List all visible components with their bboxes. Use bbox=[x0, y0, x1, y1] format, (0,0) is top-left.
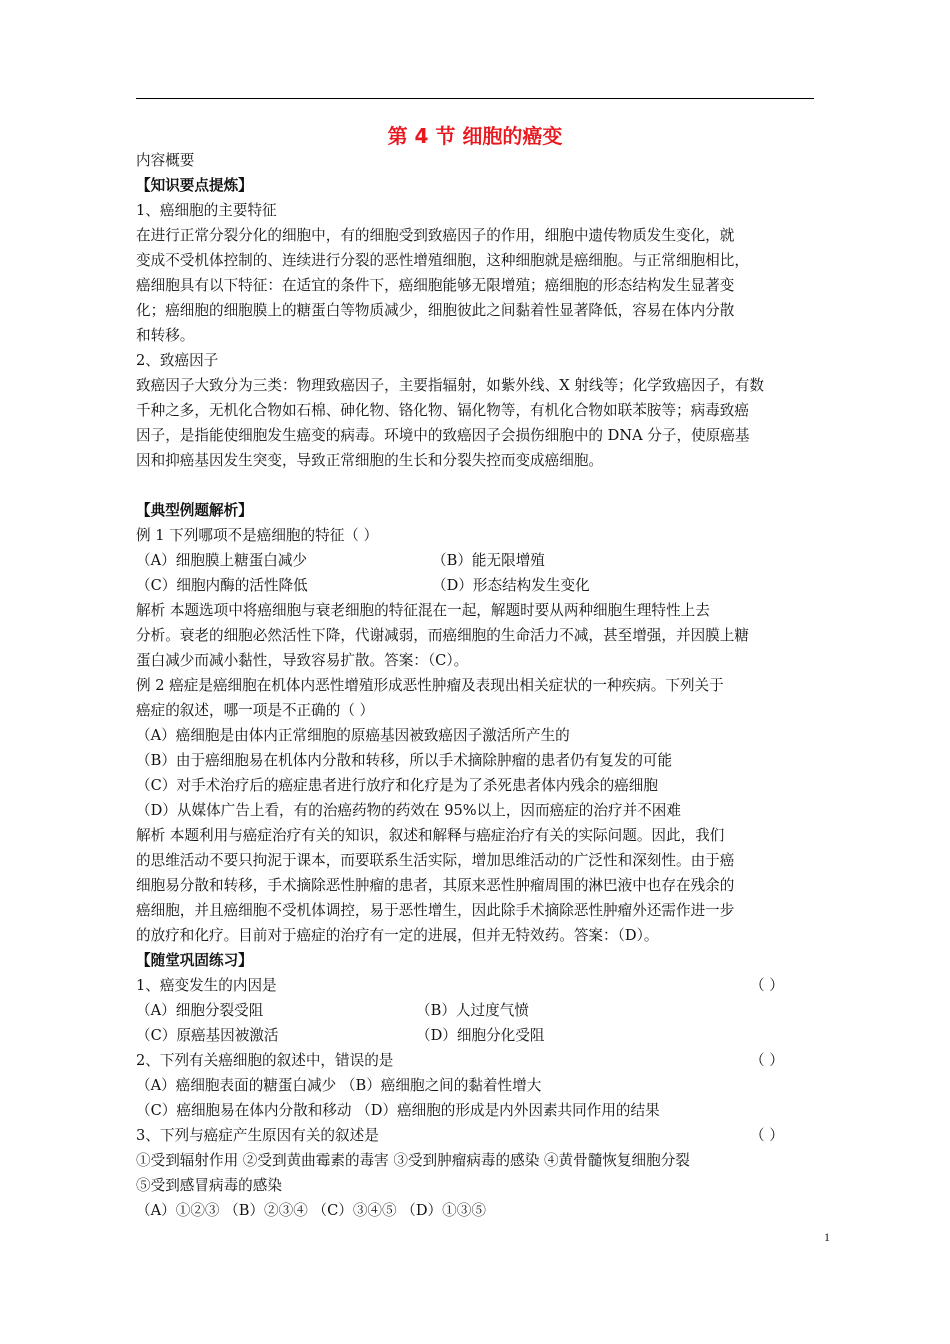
option: （D）细胞分化受阻 bbox=[416, 1027, 545, 1044]
example-2-analysis-line: 细胞易分散和转移，手术摘除恶性肿瘤的患者，其原来恶性肿瘤周围的淋巴液中也存在残余的 bbox=[136, 877, 735, 894]
section-1-title: 1、癌细胞的主要特征 bbox=[136, 202, 277, 219]
section-2-line: 千种之多，无机化合物如石棉、砷化物、铬化物、镉化物等，有机化合物如联苯胺等；病毒致癌 bbox=[136, 402, 749, 419]
example-2-analysis-line: 解析 本题利用与癌症治疗有关的知识，叙述和解释与癌症治疗有关的实际问题。因此，我们 bbox=[136, 827, 725, 844]
example-2-analysis-line: 癌细胞，并且癌细胞不受机体调控，易于恶性增生，因此除手术摘除恶性肿瘤外还需作进一步 bbox=[136, 902, 735, 919]
intro-label: 内容概要 bbox=[136, 152, 195, 169]
examples-heading: 【典型例题解析】 bbox=[136, 502, 253, 519]
knowledge-heading: 【知识要点提炼】 bbox=[136, 177, 253, 194]
example-2-stem-line: 癌症的叙述，哪一项是不正确的（ ） bbox=[136, 702, 375, 719]
blank-gap bbox=[136, 473, 814, 498]
option: （A）细胞分裂受阻 bbox=[136, 1002, 264, 1019]
practice-heading: 【随堂巩固练习】 bbox=[136, 952, 253, 969]
document-body bbox=[136, 148, 814, 1223]
example-1-stem: 例 1 下列哪项不是癌细胞的特征（ ） bbox=[136, 527, 379, 544]
question-1-options-row bbox=[136, 1023, 814, 1048]
question-2-option-row: （C）癌细胞易在体内分散和移动 （D）癌细胞的形成是内外因素共同作用的结果 bbox=[136, 1102, 660, 1119]
question-2-stem-row bbox=[136, 1048, 814, 1073]
option: （B）人过度气愤 bbox=[416, 1002, 529, 1019]
example-1-analysis-line: 蛋白减少而减小黏性，导致容易扩散。答案：（C）。 bbox=[136, 652, 469, 669]
example-2-option: （C）对手术治疗后的癌症患者进行放疗和化疗是为了杀死患者体内残余的癌细胞 bbox=[136, 777, 658, 794]
example-1-analysis-line: 分析。衰老的细胞必然活性下降，代谢减弱，而癌细胞的生命活力不减，甚至增强，并因膜上糖 bbox=[136, 627, 749, 644]
option: （B）能无限增殖 bbox=[432, 552, 545, 569]
example-2-analysis-line: 的放疗和化疗。目前对于癌症的治疗有一定的进展，但并无特效药。答案：（D）。 bbox=[136, 927, 659, 944]
section-2-title: 2、致癌因子 bbox=[136, 352, 219, 369]
question-1-options-row bbox=[136, 998, 814, 1023]
option: （C）原癌基因被激活 bbox=[136, 1027, 279, 1044]
example-2-option: （A）癌细胞是由体内正常细胞的原癌基因被致癌因子激活所产生的 bbox=[136, 727, 570, 744]
example-1-options-row bbox=[136, 573, 814, 598]
example-2-option: （D）从媒体广告上看，有的治癌药物的药效在 95%以上，因而癌症的治疗并不困难 bbox=[136, 802, 681, 819]
question-3-line: （A）①②③ （B）②③④ （C）③④⑤ （D）①③⑤ bbox=[136, 1202, 486, 1219]
example-1-analysis-line: 解析 本题选项中将癌细胞与衰老细胞的特征混在一起，解题时要从两种细胞生理特性上去 bbox=[136, 602, 710, 619]
question-3-stem-row bbox=[136, 1123, 814, 1148]
question-1-stem-row bbox=[136, 973, 814, 998]
section-1-line: 化；癌细胞的细胞膜上的糖蛋白等物质减少，细胞彼此之间黏着性显著降低，容易在体内分散 bbox=[136, 302, 735, 319]
page-number: 1 bbox=[824, 1230, 830, 1244]
section-1-line: 变成不受机体控制的、连续进行分裂的恶性增殖细胞，这种细胞就是癌细胞。与正常细胞相比， bbox=[136, 252, 749, 269]
header-rule bbox=[136, 98, 814, 99]
question-3-stem: 3、下列与癌症产生原因有关的叙述是 bbox=[136, 1127, 379, 1144]
answer-paren: （ ） bbox=[750, 977, 784, 994]
section-2-line: 因子，是指能使细胞发生癌变的病毒。环境中的致癌因子会损伤细胞中的 DNA 分子，使原癌基 bbox=[136, 427, 750, 444]
section-1-line: 癌细胞具有以下特征：在适宜的条件下，癌细胞能够无限增殖；癌细胞的形态结构发生显著变 bbox=[136, 277, 735, 294]
answer-paren: （ ） bbox=[750, 1127, 784, 1144]
page-title: 第 4 节 细胞的癌变 bbox=[387, 124, 563, 148]
question-2-stem: 2、下列有关癌细胞的叙述中，错误的是 bbox=[136, 1052, 394, 1069]
section-2-line: 致癌因子大致分为三类：物理致癌因子，主要指辐射，如紫外线、X 射线等；化学致癌因子，有数 bbox=[136, 377, 764, 394]
option: （D）形态结构发生变化 bbox=[432, 577, 590, 594]
example-2-stem-line: 例 2 癌症是癌细胞在机体内恶性增殖形成恶性肿瘤及表现出相关症状的一种疾病。下列关于 bbox=[136, 677, 724, 694]
question-1-stem: 1、癌变发生的内因是 bbox=[136, 977, 277, 994]
example-1-options-row bbox=[136, 548, 814, 573]
section-2-line: 因和抑癌基因发生突变，导致正常细胞的生长和分裂失控而变成癌细胞。 bbox=[136, 452, 604, 469]
section-1-line: 在进行正常分裂分化的细胞中，有的细胞受到致癌因子的作用，细胞中遗传物质发生变化，就 bbox=[136, 227, 735, 244]
answer-paren: （ ） bbox=[750, 1052, 784, 1069]
question-3-line: ①受到辐射作用 ②受到黄曲霉素的毒害 ③受到肿瘤病毒的感染 ④黄骨髓恢复细胞分裂 bbox=[136, 1152, 690, 1169]
option: （A）细胞膜上糖蛋白减少 bbox=[136, 552, 308, 569]
example-2-option: （B）由于癌细胞易在机体内分散和转移，所以手术摘除肿瘤的患者仍有复发的可能 bbox=[136, 752, 673, 769]
section-1-line: 和转移。 bbox=[136, 327, 195, 344]
question-3-line: ⑤受到感冒病毒的感染 bbox=[136, 1177, 282, 1194]
option: （C）细胞内酶的活性降低 bbox=[136, 577, 308, 594]
example-2-analysis-line: 的思维活动不要只拘泥于课本，而要联系生活实际，增加思维活动的广泛性和深刻性。由于癌 bbox=[136, 852, 735, 869]
question-2-option-row: （A）癌细胞表面的糖蛋白减少 （B）癌细胞之间的黏着性增大 bbox=[136, 1077, 542, 1094]
